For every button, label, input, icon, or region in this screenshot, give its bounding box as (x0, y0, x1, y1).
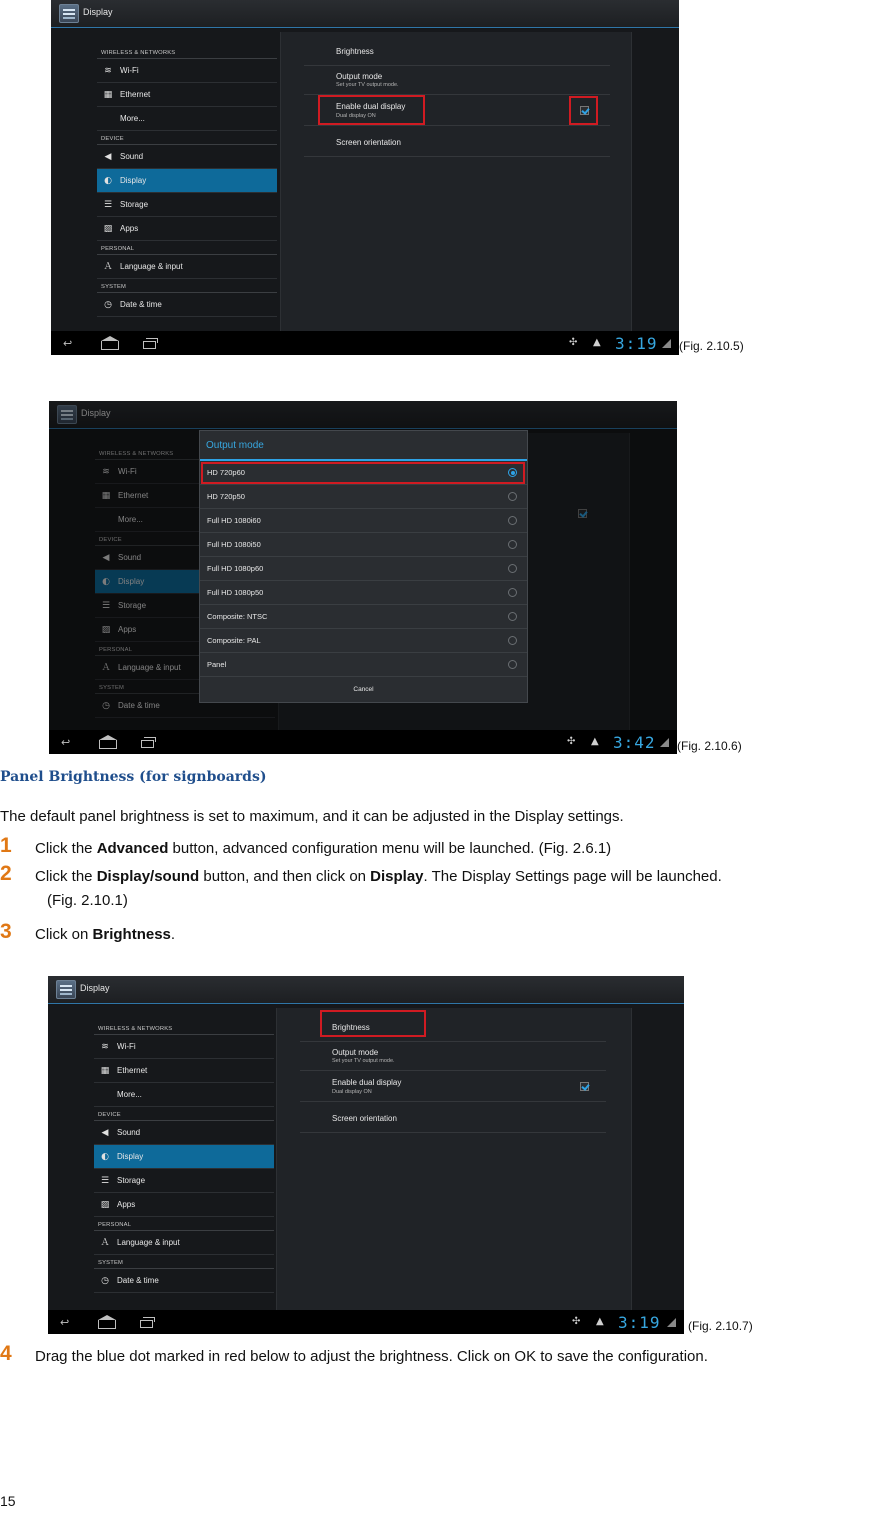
option-full-hd-1080i60[interactable] (200, 509, 527, 533)
section-header-device: DEVICE (94, 1107, 274, 1121)
back-icon[interactable]: ↩ (61, 736, 71, 749)
option-label: Full HD 1080p60 (207, 564, 264, 573)
sidebar-item-storage[interactable] (94, 1169, 274, 1193)
option-hd-720p50[interactable] (200, 485, 527, 509)
storage-icon: ☰ (100, 1176, 110, 1186)
cancel-button[interactable]: Cancel (353, 686, 374, 693)
radio[interactable] (508, 660, 517, 669)
sidebar-item-apps[interactable] (97, 217, 277, 241)
radio[interactable] (508, 588, 517, 597)
option-label: Composite: NTSC (207, 612, 268, 621)
sidebar-item-apps[interactable] (94, 1193, 274, 1217)
sidebar-item-language[interactable] (94, 1231, 274, 1255)
apps-icon: ▨ (103, 224, 113, 234)
sidebar-item-label: Date & time (120, 300, 162, 309)
section-header-personal: PERSONAL (94, 1217, 274, 1231)
sidebar-item-more[interactable] (97, 107, 277, 131)
settings-sidebar (94, 1005, 274, 1310)
sidebar-item-display[interactable] (97, 169, 277, 193)
settings-app-icon[interactable] (56, 980, 76, 999)
pref-dual-display[interactable] (300, 1071, 606, 1102)
sidebar-item-label: Language & input (120, 262, 183, 271)
signal-icon (662, 339, 671, 348)
home-icon[interactable] (101, 341, 119, 350)
status-clock: 3:42 (613, 733, 656, 752)
option-label: HD 720p50 (207, 492, 245, 501)
section-header-wireless: WIRELESS & NETWORKS (95, 446, 275, 460)
action-bar-title: Display (80, 983, 110, 993)
recent-apps-icon[interactable] (143, 341, 156, 349)
action-bar (48, 976, 684, 1004)
pref-screen-orientation[interactable] (304, 126, 610, 157)
display-icon: ◐ (102, 577, 110, 587)
clock-icon: ◷ (104, 300, 112, 310)
sidebar-item-label: Apps (120, 224, 139, 233)
sidebar-item-label: Sound (117, 1128, 141, 1137)
screenshot-fig-2-10-5 (51, 0, 679, 355)
status-clock: 3:19 (618, 1313, 661, 1332)
usb-debug-icon: ✣ (572, 1316, 581, 1327)
sidebar-item-datetime[interactable] (97, 293, 277, 317)
speaker-icon: ◀ (102, 553, 110, 563)
sidebar-item-more[interactable] (94, 1083, 274, 1107)
step-bold-term: Advanced (96, 840, 169, 857)
option-label: Full HD 1080i50 (207, 540, 261, 549)
pref-output-mode[interactable] (300, 1042, 606, 1071)
step-text (35, 926, 175, 943)
sidebar-item-datetime[interactable] (94, 1269, 274, 1293)
radio[interactable] (508, 564, 517, 573)
highlight-checkbox (569, 96, 598, 125)
ethernet-icon: ▦ (101, 491, 111, 501)
pref-screen-orientation[interactable] (300, 1102, 606, 1133)
option-composite-pal[interactable] (200, 629, 527, 653)
step-number: 3 (0, 920, 12, 943)
display-icon: ◐ (101, 1152, 109, 1162)
sidebar-item-label: Language & input (118, 663, 181, 672)
option-composite-ntsc[interactable] (200, 605, 527, 629)
pref-summary: Set your TV output mode. (332, 1058, 395, 1064)
warning-icon: ▲ (591, 736, 599, 747)
settings-content (48, 1005, 684, 1310)
action-bar-title: Display (81, 408, 111, 418)
option-label: Full HD 1080i60 (207, 516, 261, 525)
step-text (35, 840, 611, 857)
sidebar-item-sound[interactable] (94, 1121, 274, 1145)
sidebar-item-label: Ethernet (117, 1066, 148, 1075)
sidebar-item-label: Date & time (118, 701, 160, 710)
language-icon: Ａ (100, 1238, 110, 1248)
sidebar-item-label: Ethernet (120, 90, 151, 99)
pref-title: Screen orientation (332, 1114, 397, 1123)
sidebar-item-label: Wi-Fi (118, 467, 137, 476)
signal-icon (660, 738, 669, 747)
radio[interactable] (508, 612, 517, 621)
section-header-wireless: WIRELESS & NETWORKS (97, 45, 277, 59)
screenshot-fig-2-10-6 (49, 401, 677, 754)
figure-caption: (Fig. 2.10.6) (677, 739, 742, 753)
sidebar-item-label: Storage (118, 601, 147, 610)
section-header-wireless: WIRELESS & NETWORKS (94, 1021, 274, 1035)
home-icon[interactable] (98, 1320, 116, 1329)
display-icon: ◐ (104, 176, 112, 186)
wifi-icon: ≋ (101, 1042, 109, 1052)
option-label: Composite: PAL (207, 636, 261, 645)
dialog-title: Output mode (200, 431, 527, 461)
back-icon[interactable]: ↩ (63, 337, 73, 350)
display-settings-panel (276, 1008, 632, 1310)
step-text-part: . (170, 926, 176, 943)
settings-content (51, 29, 679, 331)
settings-app-icon[interactable] (59, 4, 79, 23)
storage-icon: ☰ (103, 200, 113, 210)
step-text-part: button, and then click on (199, 868, 371, 885)
sidebar-item-label: Ethernet (118, 491, 149, 500)
step-bold-term: Display/sound (96, 868, 200, 885)
option-label: Panel (207, 660, 227, 669)
speaker-icon: ◀ (101, 1128, 109, 1138)
action-bar (51, 0, 679, 28)
sidebar-item-label: Storage (117, 1176, 146, 1185)
sidebar-item-label: Apps (117, 1200, 136, 1209)
sidebar-item-label: Display (118, 577, 145, 586)
system-nav-bar (48, 1310, 684, 1334)
ethernet-icon: ▦ (103, 90, 113, 100)
warning-icon: ▲ (593, 337, 601, 348)
sidebar-item-label: Date & time (117, 1276, 159, 1285)
apps-icon: ▨ (100, 1200, 110, 1210)
step-number: 4 (0, 1342, 12, 1365)
intro-paragraph: The default panel brightness is set to maximum, and it can be adjusted in the Display settings. (0, 808, 624, 825)
sidebar-item-label: Storage (120, 200, 149, 209)
step-text (35, 868, 722, 885)
language-icon: Ａ (103, 262, 113, 272)
wifi-icon: ≋ (104, 66, 112, 76)
section-header-system: SYSTEM (95, 680, 275, 694)
warning-icon: ▲ (596, 1316, 604, 1327)
wifi-icon: ≋ (102, 467, 110, 477)
section-header-system: SYSTEM (94, 1255, 274, 1269)
sidebar-item-label: More... (120, 114, 145, 123)
sidebar-item-label: More... (117, 1090, 142, 1099)
recent-apps-icon[interactable] (140, 1320, 153, 1328)
status-clock: 3:19 (615, 334, 658, 353)
home-icon[interactable] (99, 740, 117, 749)
system-nav-bar (49, 730, 677, 754)
step-text-part: Click on (35, 926, 93, 943)
sidebar-item-label: Language & input (117, 1238, 180, 1247)
sidebar-item-label: Apps (118, 625, 137, 634)
usb-debug-icon: ✣ (567, 736, 576, 747)
action-bar-title: Display (83, 7, 113, 17)
dual-display-checkbox[interactable] (580, 1082, 589, 1091)
section-heading: Panel Brightness (for signboards) (0, 769, 267, 785)
section-header-device: DEVICE (97, 131, 277, 145)
radio[interactable] (508, 492, 517, 501)
apps-icon: ▨ (101, 625, 111, 635)
sidebar-item-label: More... (118, 515, 143, 524)
sidebar-item-label: Wi-Fi (117, 1042, 136, 1051)
step-number: 2 (0, 862, 12, 885)
section-header-personal: PERSONAL (97, 241, 277, 255)
option-full-hd-1080p50[interactable] (200, 581, 527, 605)
radio[interactable] (508, 636, 517, 645)
highlight-dual-display (318, 95, 425, 125)
page-number: 15 (0, 1493, 16, 1509)
option-label: Full HD 1080p50 (207, 588, 264, 597)
sidebar-item-ethernet[interactable] (97, 83, 277, 107)
step-text-part: Click the (35, 840, 97, 857)
step-text-part: Click the (35, 868, 97, 885)
step-bold-term: Display (370, 868, 424, 885)
step-bold-term: Brightness (92, 926, 171, 943)
sidebar-item-label: Display (117, 1152, 144, 1161)
recent-apps-icon[interactable] (141, 740, 154, 748)
sidebar-item-language[interactable] (97, 255, 277, 279)
sidebar-item-label: Sound (120, 152, 144, 161)
sidebar-item-wifi[interactable] (94, 1035, 274, 1059)
pref-brightness[interactable] (304, 36, 610, 66)
storage-icon: ☰ (101, 601, 111, 611)
display-settings-panel (280, 32, 632, 331)
sidebar-item-ethernet[interactable] (94, 1059, 274, 1083)
pref-title: Output mode (336, 72, 383, 81)
figure-caption: (Fig. 2.10.7) (688, 1319, 753, 1333)
sidebar-item-label: Wi-Fi (120, 66, 139, 75)
pref-title: Enable dual display (336, 102, 406, 111)
sidebar-item-sound[interactable] (97, 145, 277, 169)
option-full-hd-1080i50[interactable] (200, 533, 527, 557)
radio[interactable] (508, 516, 517, 525)
system-nav-bar (51, 331, 679, 355)
sidebar-item-label: Sound (118, 553, 142, 562)
screenshot-fig-2-10-7 (48, 976, 684, 1334)
pref-title: Enable dual display (332, 1078, 402, 1087)
step-text-part: . The Display Settings page will be launched. (423, 868, 722, 885)
sidebar-item-display[interactable] (94, 1145, 274, 1169)
clock-icon: ◷ (102, 701, 110, 711)
pref-title: Output mode (332, 1048, 379, 1057)
highlight-hd-720p60 (201, 462, 525, 484)
settings-sidebar (97, 29, 277, 331)
pref-summary: Dual display ON (336, 113, 376, 119)
signal-icon (667, 1318, 676, 1327)
section-header-personal: PERSONAL (95, 642, 275, 656)
clock-icon: ◷ (101, 1276, 109, 1286)
pref-title: Brightness (336, 47, 374, 56)
option-panel[interactable] (200, 653, 527, 677)
step-text-part: button, advanced configuration menu will be launched. (Fig. 2.6.1) (168, 840, 612, 857)
sidebar-item-label: Display (120, 176, 147, 185)
step-number: 1 (0, 834, 12, 857)
section-header-system: SYSTEM (97, 279, 277, 293)
speaker-icon: ◀ (104, 152, 112, 162)
section-header-device: DEVICE (95, 532, 275, 546)
pref-title: Screen orientation (336, 138, 401, 147)
pref-title: Brightness (332, 1023, 370, 1032)
figure-caption: (Fig. 2.10.5) (679, 339, 744, 353)
sidebar-item-wifi[interactable] (97, 59, 277, 83)
pref-output-mode[interactable] (304, 66, 610, 95)
back-icon[interactable]: ↩ (60, 1316, 70, 1329)
language-icon: Ａ (101, 663, 111, 673)
step-continuation: (Fig. 2.10.1) (47, 892, 128, 909)
step-text: Drag the blue dot marked in red below to adjust the brightness. Click on OK to save the configuration. (35, 1348, 708, 1365)
ethernet-icon: ▦ (100, 1066, 110, 1076)
pref-summary: Dual display ON (332, 1089, 372, 1095)
pref-summary: Set your TV output mode. (336, 82, 399, 88)
usb-debug-icon: ✣ (569, 337, 578, 348)
radio[interactable] (508, 540, 517, 549)
sidebar-item-storage[interactable] (97, 193, 277, 217)
highlight-brightness (320, 1010, 426, 1037)
option-label: HD 720p60 (207, 468, 245, 477)
option-full-hd-1080p60[interactable] (200, 557, 527, 581)
